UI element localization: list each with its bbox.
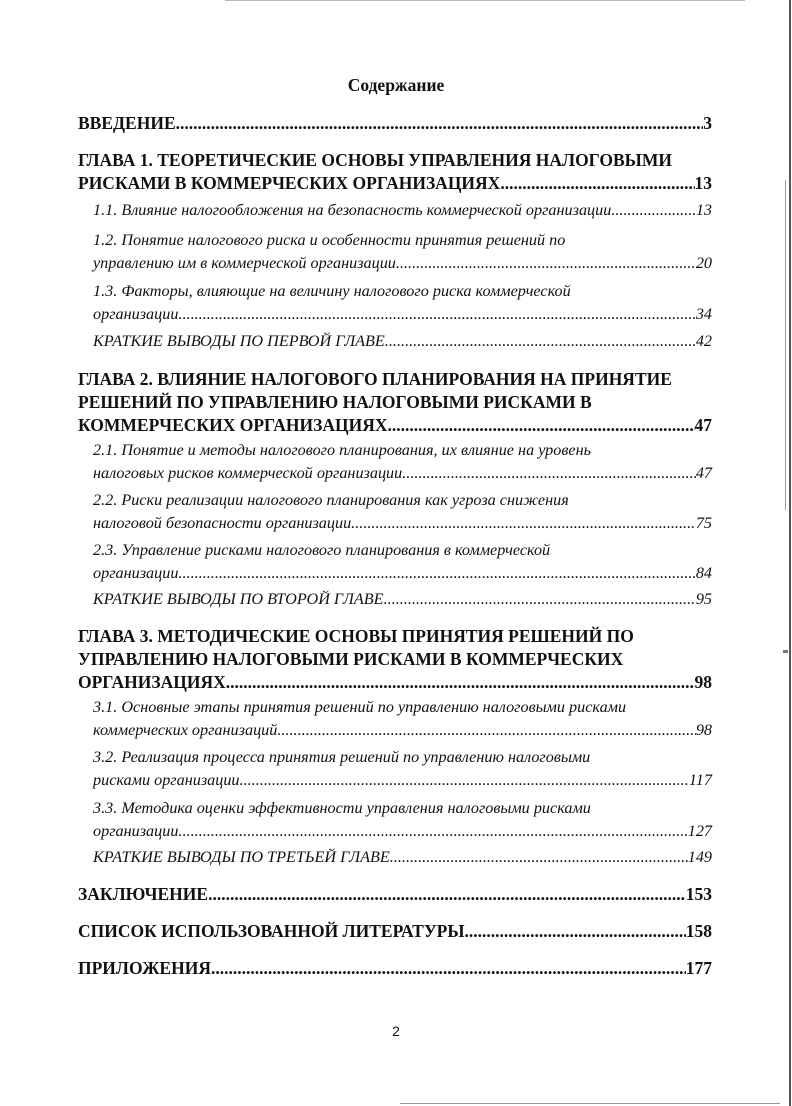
toc-entry-chapter-2-conclusions[interactable] <box>93 588 712 611</box>
dot-leader <box>240 769 689 792</box>
dot-leader <box>611 199 695 222</box>
toc-entry-title: ПРИЛОЖЕНИЯ <box>78 958 211 978</box>
toc-entry-section-3-2[interactable] <box>93 746 712 792</box>
toc-entry-title-line-2: РЕШЕНИЙ ПО УПРАВЛЕНИЮ НАЛОГОВЫМИ РИСКАМИ В <box>78 392 592 412</box>
toc-entry-title-line-1: 2.2. Риски реализации налогового планирования как угроза снижения <box>93 491 569 509</box>
toc-entry-section-3-1[interactable] <box>93 696 712 742</box>
dot-leader <box>178 562 695 585</box>
page-number: 2 <box>392 1023 400 1039</box>
dot-leader <box>211 957 686 980</box>
toc-page-number: 98 <box>695 721 712 739</box>
dot-leader <box>402 462 696 485</box>
toc-entry-introduction[interactable] <box>78 112 712 135</box>
dot-leader <box>351 512 696 535</box>
toc-entry-title: КРАТКИЕ ВЫВОДЫ ПО ПЕРВОЙ ГЛАВЕ <box>93 332 385 350</box>
toc-page-number: 177 <box>685 958 712 978</box>
dot-leader <box>176 112 704 135</box>
toc-entry-title-line-1: ГЛАВА 3. МЕТОДИЧЕСКИЕ ОСНОВЫ ПРИНЯТИЯ РЕШЕНИЙ ПО <box>78 626 634 646</box>
toc-entry-title-line-1: 3.1. Основные этапы принятия решений по управлению налоговыми рисками <box>93 698 627 716</box>
dot-leader <box>178 303 695 326</box>
toc-page-number: 13 <box>694 173 712 193</box>
toc-entry-title: 1.1. Влияние налогообложения на безопасность коммерческой организации <box>93 201 612 219</box>
toc-entry-title-line-1: 1.3. Факторы, влияющие на величину налогового риска коммерческой <box>93 282 571 300</box>
toc-entry-title-line-2: организации <box>93 822 179 840</box>
toc-entry-title-line-2: УПРАВЛЕНИЮ НАЛОГОВЫМИ РИСКАМИ В КОММЕРЧЕСКИХ <box>78 649 624 669</box>
toc-page-number: 13 <box>695 201 712 219</box>
dot-leader <box>465 920 686 943</box>
toc-entry-chapter-2[interactable] <box>78 368 712 437</box>
toc-entry-title-line-2: рисками организации <box>93 771 240 789</box>
toc-entry-title-line-1: 3.2. Реализация процесса принятия решений по управлению налоговыми <box>93 748 591 766</box>
toc-entry-section-3-3[interactable] <box>93 797 712 843</box>
toc-page-number: 117 <box>688 771 712 789</box>
toc-entry-chapter-1-conclusions[interactable] <box>93 330 712 353</box>
toc-entry-section-2-3[interactable] <box>93 539 712 585</box>
toc-entry-title-line-1: 1.2. Понятие налогового риска и особенности принятия решений по <box>93 231 566 249</box>
toc-entry-title: КРАТКИЕ ВЫВОДЫ ПО ВТОРОЙ ГЛАВЕ <box>93 590 384 608</box>
toc-entry-conclusion[interactable] <box>78 883 712 906</box>
toc-entry-title-line-2: коммерческих организаций <box>93 721 278 739</box>
scan-artifact-bottom <box>400 1103 780 1104</box>
toc-entry-title: СПИСОК ИСПОЛЬЗОВАННОЙ ЛИТЕРАТУРЫ <box>78 921 465 941</box>
toc-entry-title-line-1: 3.3. Методика оценки эффективности управления налоговыми рисками <box>93 799 591 817</box>
dot-leader <box>384 588 696 611</box>
toc-page-number: 84 <box>695 564 712 582</box>
toc-entry-title-line-3: КОММЕРЧЕСКИХ ОРГАНИЗАЦИЯХ <box>78 415 388 435</box>
toc-entry-title: ЗАКЛЮЧЕНИЕ <box>78 884 209 904</box>
toc-entry-chapter-3[interactable] <box>78 625 712 694</box>
toc-entry-title-line-1: ГЛАВА 2. ВЛИЯНИЕ НАЛОГОВОГО ПЛАНИРОВАНИЯ НА ПРИНЯТИЕ <box>78 369 672 389</box>
toc-entry-title-line-2: налоговых рисков коммерческой организации <box>93 464 403 482</box>
dot-leader <box>396 252 696 275</box>
toc-page-number: 47 <box>695 464 712 482</box>
toc-entry-section-2-2[interactable] <box>93 489 712 535</box>
toc-entry-title-line-2: налоговой безопасности организации <box>93 514 352 532</box>
toc-entry-title-line-1: 2.1. Понятие и методы налогового планирования, их влияние на уровень <box>93 441 591 459</box>
scan-artifact-mark <box>783 650 788 653</box>
toc-page-number: 34 <box>695 305 712 323</box>
dot-leader <box>385 330 696 353</box>
scan-artifact-right-inner <box>785 180 786 510</box>
toc-entry-title-line-2: организации <box>93 564 179 582</box>
dot-leader <box>390 846 688 869</box>
toc-entry-title: КРАТКИЕ ВЫВОДЫ ПО ТРЕТЬЕЙ ГЛАВЕ <box>93 848 390 866</box>
toc-entry-section-1-2[interactable] <box>93 229 712 275</box>
toc-page-number: 20 <box>695 254 712 272</box>
dot-leader <box>500 172 694 195</box>
toc-entry-section-1-1[interactable] <box>93 199 712 222</box>
toc-entry-appendices[interactable] <box>78 957 712 980</box>
toc-entry-title-line-1: 2.3. Управление рисками налогового планирования в коммерческой <box>93 541 551 559</box>
toc-page-number: 158 <box>685 921 712 941</box>
toc-entry-title-line-2: организации <box>93 305 179 323</box>
toc-entry-section-2-1[interactable] <box>93 439 712 485</box>
dot-leader <box>277 719 695 742</box>
dot-leader <box>178 820 687 843</box>
toc-entry-chapter-3-conclusions[interactable] <box>93 846 712 869</box>
toc-page-number: 149 <box>687 848 712 866</box>
toc-page-number: 3 <box>703 113 712 133</box>
toc-page-number: 127 <box>687 822 712 840</box>
page-title: Содержание <box>347 75 445 95</box>
toc-entry-title-line-1: ГЛАВА 1. ТЕОРЕТИЧЕСКИЕ ОСНОВЫ УПРАВЛЕНИЯ НАЛОГОВЫМИ <box>78 150 672 170</box>
toc-page-number: 98 <box>694 672 712 692</box>
toc-page-number: 153 <box>685 884 712 904</box>
toc-page-number: 42 <box>695 332 712 350</box>
toc-entry-chapter-1[interactable] <box>78 149 712 195</box>
toc-entry-title-line-2: управлению им в коммерческой организации <box>93 254 396 272</box>
toc-entry-section-1-3[interactable] <box>93 280 712 326</box>
toc-page-number: 47 <box>694 415 712 435</box>
dot-leader <box>388 414 695 437</box>
toc-entry-title: ВВЕДЕНИЕ <box>78 113 176 133</box>
scan-artifact-right <box>789 0 791 1106</box>
toc-page-number: 95 <box>695 590 712 608</box>
toc-page-number: 75 <box>695 514 712 532</box>
toc-entry-title-line-2: РИСКАМИ В КОММЕРЧЕСКИХ ОРГАНИЗАЦИЯХ <box>78 173 501 193</box>
dot-leader <box>226 671 695 694</box>
scan-artifact-top <box>225 0 745 1</box>
toc-entry-title-line-3: ОРГАНИЗАЦИЯХ <box>78 672 226 692</box>
dot-leader <box>208 883 686 906</box>
toc-entry-references[interactable] <box>78 920 712 943</box>
